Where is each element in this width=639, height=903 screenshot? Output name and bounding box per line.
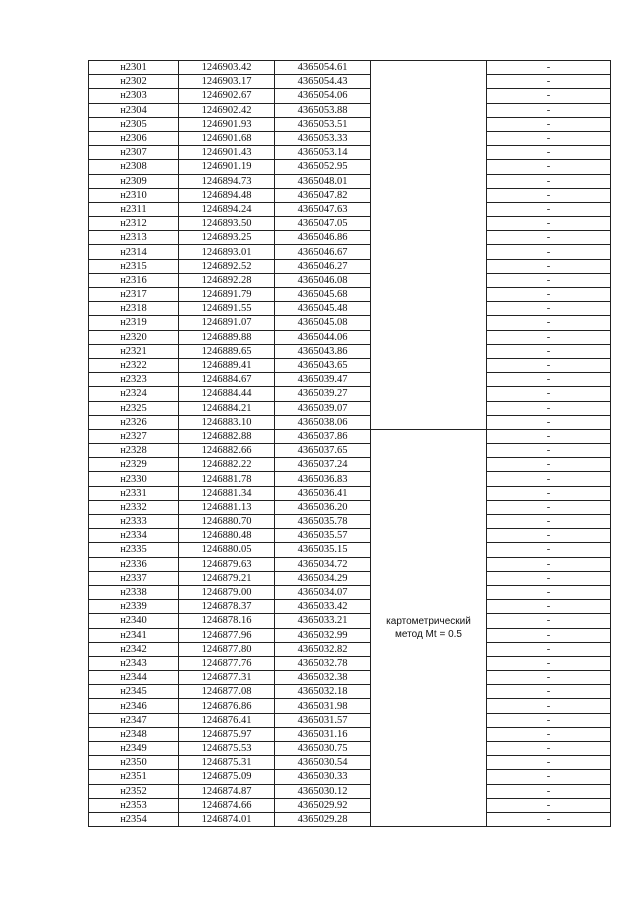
accuracy-cell: -	[487, 515, 611, 529]
table-row	[89, 344, 611, 358]
accuracy-cell: -	[487, 472, 611, 486]
point-name-cell: н2313	[89, 231, 179, 245]
x-coordinate-cell: 1246891.55	[179, 302, 275, 316]
y-coordinate-cell: 4365043.65	[275, 358, 371, 372]
accuracy-cell: -	[487, 103, 611, 117]
table-row	[89, 202, 611, 216]
table-row	[89, 614, 611, 628]
point-name-cell: н2348	[89, 727, 179, 741]
accuracy-cell: -	[487, 500, 611, 514]
x-coordinate-cell: 1246881.13	[179, 500, 275, 514]
accuracy-cell: -	[487, 699, 611, 713]
table-row	[89, 656, 611, 670]
point-name-cell: н2314	[89, 245, 179, 259]
point-name-cell: н2331	[89, 486, 179, 500]
x-coordinate-cell: 1246891.07	[179, 316, 275, 330]
table-row	[89, 770, 611, 784]
table-row	[89, 713, 611, 727]
table-row	[89, 529, 611, 543]
point-name-cell: н2322	[89, 358, 179, 372]
accuracy-cell: -	[487, 600, 611, 614]
point-name-cell: н2302	[89, 75, 179, 89]
x-coordinate-cell: 1246889.41	[179, 358, 275, 372]
point-name-cell: н2352	[89, 784, 179, 798]
x-coordinate-cell: 1246883.10	[179, 415, 275, 429]
y-coordinate-cell: 4365032.99	[275, 628, 371, 642]
y-coordinate-cell: 4365045.68	[275, 288, 371, 302]
point-name-cell: н2342	[89, 642, 179, 656]
x-coordinate-cell: 1246884.67	[179, 373, 275, 387]
y-coordinate-cell: 4365046.86	[275, 231, 371, 245]
accuracy-cell: -	[487, 557, 611, 571]
table-row	[89, 330, 611, 344]
point-name-cell: н2338	[89, 585, 179, 599]
x-coordinate-cell: 1246879.63	[179, 557, 275, 571]
x-coordinate-cell: 1246893.25	[179, 231, 275, 245]
y-coordinate-cell: 4365036.83	[275, 472, 371, 486]
x-coordinate-cell: 1246881.78	[179, 472, 275, 486]
x-coordinate-cell: 1246880.48	[179, 529, 275, 543]
point-name-cell: н2344	[89, 671, 179, 685]
x-coordinate-cell: 1246884.44	[179, 387, 275, 401]
accuracy-cell: -	[487, 231, 611, 245]
table-row	[89, 75, 611, 89]
accuracy-cell: -	[487, 543, 611, 557]
x-coordinate-cell: 1246880.05	[179, 543, 275, 557]
table-row	[89, 103, 611, 117]
x-coordinate-cell: 1246877.31	[179, 671, 275, 685]
point-name-cell: н2328	[89, 444, 179, 458]
y-coordinate-cell: 4365046.27	[275, 259, 371, 273]
point-name-cell: н2347	[89, 713, 179, 727]
table-row	[89, 61, 611, 75]
table-row	[89, 146, 611, 160]
y-coordinate-cell: 4365035.57	[275, 529, 371, 543]
table-row	[89, 812, 611, 826]
point-name-cell: н2333	[89, 515, 179, 529]
y-coordinate-cell: 4365033.21	[275, 614, 371, 628]
x-coordinate-cell: 1246881.34	[179, 486, 275, 500]
point-name-cell: н2324	[89, 387, 179, 401]
accuracy-cell: -	[487, 812, 611, 826]
point-name-cell: н2301	[89, 61, 179, 75]
y-coordinate-cell: 4365047.82	[275, 188, 371, 202]
point-name-cell: н2335	[89, 543, 179, 557]
point-name-cell: н2327	[89, 429, 179, 443]
x-coordinate-cell: 1246901.93	[179, 117, 275, 131]
y-coordinate-cell: 4365053.14	[275, 146, 371, 160]
table-row	[89, 756, 611, 770]
x-coordinate-cell: 1246894.48	[179, 188, 275, 202]
table-row	[89, 302, 611, 316]
y-coordinate-cell: 4365032.38	[275, 671, 371, 685]
accuracy-cell: -	[487, 458, 611, 472]
point-name-cell: н2323	[89, 373, 179, 387]
y-coordinate-cell: 4365045.08	[275, 316, 371, 330]
table-row	[89, 387, 611, 401]
y-coordinate-cell: 4365034.07	[275, 585, 371, 599]
y-coordinate-cell: 4365031.57	[275, 713, 371, 727]
x-coordinate-cell: 1246878.37	[179, 600, 275, 614]
x-coordinate-cell: 1246877.76	[179, 656, 275, 670]
point-name-cell: н2329	[89, 458, 179, 472]
accuracy-cell: -	[487, 61, 611, 75]
accuracy-cell: -	[487, 358, 611, 372]
x-coordinate-cell: 1246901.43	[179, 146, 275, 160]
point-name-cell: н2337	[89, 571, 179, 585]
y-coordinate-cell: 4365030.33	[275, 770, 371, 784]
accuracy-cell: -	[487, 344, 611, 358]
point-name-cell: н2351	[89, 770, 179, 784]
point-name-cell: н2307	[89, 146, 179, 160]
table-row	[89, 401, 611, 415]
coordinates-table	[88, 60, 611, 827]
point-name-cell: н2330	[89, 472, 179, 486]
accuracy-cell: -	[487, 217, 611, 231]
accuracy-cell: -	[487, 770, 611, 784]
point-name-cell: н2346	[89, 699, 179, 713]
y-coordinate-cell: 4365054.61	[275, 61, 371, 75]
coordinates-table-body	[89, 61, 611, 827]
table-row	[89, 89, 611, 103]
accuracy-cell: -	[487, 401, 611, 415]
point-name-cell: н2325	[89, 401, 179, 415]
point-name-cell: н2319	[89, 316, 179, 330]
table-row	[89, 557, 611, 571]
accuracy-cell: -	[487, 259, 611, 273]
table-row	[89, 316, 611, 330]
accuracy-cell: -	[487, 429, 611, 443]
point-name-cell: н2318	[89, 302, 179, 316]
point-name-cell: н2334	[89, 529, 179, 543]
accuracy-cell: -	[487, 742, 611, 756]
table-row	[89, 217, 611, 231]
x-coordinate-cell: 1246882.22	[179, 458, 275, 472]
table-row	[89, 174, 611, 188]
x-coordinate-cell: 1246882.88	[179, 429, 275, 443]
point-name-cell: н2354	[89, 812, 179, 826]
y-coordinate-cell: 4365039.07	[275, 401, 371, 415]
y-coordinate-cell: 4365046.08	[275, 273, 371, 287]
accuracy-cell: -	[487, 89, 611, 103]
y-coordinate-cell: 4365039.27	[275, 387, 371, 401]
point-name-cell: н2312	[89, 217, 179, 231]
method-cell	[371, 429, 487, 826]
y-coordinate-cell: 4365030.75	[275, 742, 371, 756]
accuracy-cell: -	[487, 798, 611, 812]
accuracy-cell: -	[487, 642, 611, 656]
accuracy-cell: -	[487, 273, 611, 287]
x-coordinate-cell: 1246874.01	[179, 812, 275, 826]
point-name-cell: н2326	[89, 415, 179, 429]
accuracy-cell: -	[487, 656, 611, 670]
x-coordinate-cell: 1246877.96	[179, 628, 275, 642]
table-row	[89, 358, 611, 372]
point-name-cell: н2345	[89, 685, 179, 699]
table-row	[89, 188, 611, 202]
x-coordinate-cell: 1246876.41	[179, 713, 275, 727]
point-name-cell: н2353	[89, 798, 179, 812]
x-coordinate-cell: 1246875.53	[179, 742, 275, 756]
accuracy-cell: -	[487, 160, 611, 174]
table-row	[89, 429, 611, 443]
x-coordinate-cell: 1246878.16	[179, 614, 275, 628]
x-coordinate-cell: 1246901.68	[179, 131, 275, 145]
point-name-cell: н2317	[89, 288, 179, 302]
y-coordinate-cell: 4365054.06	[275, 89, 371, 103]
accuracy-cell: -	[487, 387, 611, 401]
method-label-line1: картометрический	[386, 616, 471, 627]
accuracy-cell: -	[487, 131, 611, 145]
x-coordinate-cell: 1246875.97	[179, 727, 275, 741]
accuracy-cell: -	[487, 571, 611, 585]
point-name-cell: н2304	[89, 103, 179, 117]
point-name-cell: н2306	[89, 131, 179, 145]
y-coordinate-cell: 4365030.54	[275, 756, 371, 770]
method-label-line2: метод Mt = 0.5	[395, 629, 462, 640]
y-coordinate-cell: 4365054.43	[275, 75, 371, 89]
x-coordinate-cell: 1246875.31	[179, 756, 275, 770]
y-coordinate-cell: 4365047.05	[275, 217, 371, 231]
y-coordinate-cell: 4365036.20	[275, 500, 371, 514]
accuracy-cell: -	[487, 628, 611, 642]
y-coordinate-cell: 4365034.29	[275, 571, 371, 585]
point-name-cell: н2350	[89, 756, 179, 770]
accuracy-cell: -	[487, 75, 611, 89]
y-coordinate-cell: 4365036.41	[275, 486, 371, 500]
x-coordinate-cell: 1246876.86	[179, 699, 275, 713]
x-coordinate-cell: 1246880.70	[179, 515, 275, 529]
x-coordinate-cell: 1246902.67	[179, 89, 275, 103]
point-name-cell: н2316	[89, 273, 179, 287]
table-row	[89, 231, 611, 245]
y-coordinate-cell: 4365045.48	[275, 302, 371, 316]
y-coordinate-cell: 4365052.95	[275, 160, 371, 174]
point-name-cell: н2321	[89, 344, 179, 358]
point-name-cell: н2308	[89, 160, 179, 174]
table-row	[89, 131, 611, 145]
accuracy-cell: -	[487, 585, 611, 599]
x-coordinate-cell: 1246889.88	[179, 330, 275, 344]
x-coordinate-cell: 1246893.01	[179, 245, 275, 259]
y-coordinate-cell: 4365037.65	[275, 444, 371, 458]
table-row	[89, 160, 611, 174]
x-coordinate-cell: 1246903.17	[179, 75, 275, 89]
x-coordinate-cell: 1246894.73	[179, 174, 275, 188]
table-row	[89, 245, 611, 259]
x-coordinate-cell: 1246874.87	[179, 784, 275, 798]
y-coordinate-cell: 4365032.18	[275, 685, 371, 699]
point-name-cell: н2315	[89, 259, 179, 273]
point-name-cell: н2332	[89, 500, 179, 514]
y-coordinate-cell: 4365037.24	[275, 458, 371, 472]
table-row	[89, 798, 611, 812]
x-coordinate-cell: 1246874.66	[179, 798, 275, 812]
accuracy-cell: -	[487, 245, 611, 259]
x-coordinate-cell: 1246902.42	[179, 103, 275, 117]
table-row	[89, 727, 611, 741]
accuracy-cell: -	[487, 685, 611, 699]
y-coordinate-cell: 4365053.33	[275, 131, 371, 145]
table-row	[89, 685, 611, 699]
y-coordinate-cell: 4365032.82	[275, 642, 371, 656]
table-row	[89, 543, 611, 557]
y-coordinate-cell: 4365043.86	[275, 344, 371, 358]
accuracy-cell: -	[487, 727, 611, 741]
accuracy-cell: -	[487, 529, 611, 543]
y-coordinate-cell: 4365032.78	[275, 656, 371, 670]
accuracy-cell: -	[487, 444, 611, 458]
accuracy-cell: -	[487, 671, 611, 685]
y-coordinate-cell: 4365053.51	[275, 117, 371, 131]
x-coordinate-cell: 1246889.65	[179, 344, 275, 358]
point-name-cell: н2311	[89, 202, 179, 216]
table-row	[89, 699, 611, 713]
accuracy-cell: -	[487, 614, 611, 628]
accuracy-cell: -	[487, 373, 611, 387]
table-row	[89, 486, 611, 500]
accuracy-cell: -	[487, 316, 611, 330]
y-coordinate-cell: 4365034.72	[275, 557, 371, 571]
point-name-cell: н2320	[89, 330, 179, 344]
point-name-cell: н2336	[89, 557, 179, 571]
y-coordinate-cell: 4365031.98	[275, 699, 371, 713]
table-row	[89, 259, 611, 273]
y-coordinate-cell: 4365037.86	[275, 429, 371, 443]
x-coordinate-cell: 1246879.21	[179, 571, 275, 585]
y-coordinate-cell: 4365029.92	[275, 798, 371, 812]
accuracy-cell: -	[487, 174, 611, 188]
x-coordinate-cell: 1246879.00	[179, 585, 275, 599]
y-coordinate-cell: 4365038.06	[275, 415, 371, 429]
x-coordinate-cell: 1246901.19	[179, 160, 275, 174]
y-coordinate-cell: 4365039.47	[275, 373, 371, 387]
table-row	[89, 500, 611, 514]
point-name-cell: н2309	[89, 174, 179, 188]
accuracy-cell: -	[487, 302, 611, 316]
table-row	[89, 373, 611, 387]
table-row	[89, 628, 611, 642]
table-row	[89, 458, 611, 472]
y-coordinate-cell: 4365029.28	[275, 812, 371, 826]
x-coordinate-cell: 1246892.52	[179, 259, 275, 273]
table-row	[89, 585, 611, 599]
table-row	[89, 288, 611, 302]
y-coordinate-cell: 4365033.42	[275, 600, 371, 614]
y-coordinate-cell: 4365035.78	[275, 515, 371, 529]
table-row	[89, 415, 611, 429]
x-coordinate-cell: 1246877.08	[179, 685, 275, 699]
x-coordinate-cell: 1246882.66	[179, 444, 275, 458]
point-name-cell: н2340	[89, 614, 179, 628]
point-name-cell: н2305	[89, 117, 179, 131]
table-row	[89, 600, 611, 614]
accuracy-cell: -	[487, 146, 611, 160]
accuracy-cell: -	[487, 188, 611, 202]
table-row	[89, 472, 611, 486]
table-row	[89, 444, 611, 458]
y-coordinate-cell: 4365046.67	[275, 245, 371, 259]
y-coordinate-cell: 4365035.15	[275, 543, 371, 557]
x-coordinate-cell: 1246893.50	[179, 217, 275, 231]
table-row	[89, 784, 611, 798]
accuracy-cell: -	[487, 756, 611, 770]
point-name-cell: н2310	[89, 188, 179, 202]
accuracy-cell: -	[487, 202, 611, 216]
accuracy-cell: -	[487, 713, 611, 727]
x-coordinate-cell: 1246892.28	[179, 273, 275, 287]
point-name-cell: н2349	[89, 742, 179, 756]
table-row	[89, 515, 611, 529]
y-coordinate-cell: 4365031.16	[275, 727, 371, 741]
y-coordinate-cell: 4365048.01	[275, 174, 371, 188]
accuracy-cell: -	[487, 784, 611, 798]
table-row	[89, 117, 611, 131]
method-cell-empty	[371, 61, 487, 430]
table-row	[89, 571, 611, 585]
accuracy-cell: -	[487, 288, 611, 302]
x-coordinate-cell: 1246884.21	[179, 401, 275, 415]
point-name-cell: н2303	[89, 89, 179, 103]
accuracy-cell: -	[487, 415, 611, 429]
y-coordinate-cell: 4365047.63	[275, 202, 371, 216]
x-coordinate-cell: 1246894.24	[179, 202, 275, 216]
table-row	[89, 742, 611, 756]
y-coordinate-cell: 4365053.88	[275, 103, 371, 117]
point-name-cell: н2343	[89, 656, 179, 670]
accuracy-cell: -	[487, 117, 611, 131]
y-coordinate-cell: 4365044.06	[275, 330, 371, 344]
accuracy-cell: -	[487, 486, 611, 500]
x-coordinate-cell: 1246877.80	[179, 642, 275, 656]
x-coordinate-cell: 1246875.09	[179, 770, 275, 784]
accuracy-cell: -	[487, 330, 611, 344]
point-name-cell: н2339	[89, 600, 179, 614]
table-row	[89, 273, 611, 287]
x-coordinate-cell: 1246903.42	[179, 61, 275, 75]
x-coordinate-cell: 1246891.79	[179, 288, 275, 302]
y-coordinate-cell: 4365030.12	[275, 784, 371, 798]
point-name-cell: н2341	[89, 628, 179, 642]
table-row	[89, 671, 611, 685]
table-row	[89, 642, 611, 656]
